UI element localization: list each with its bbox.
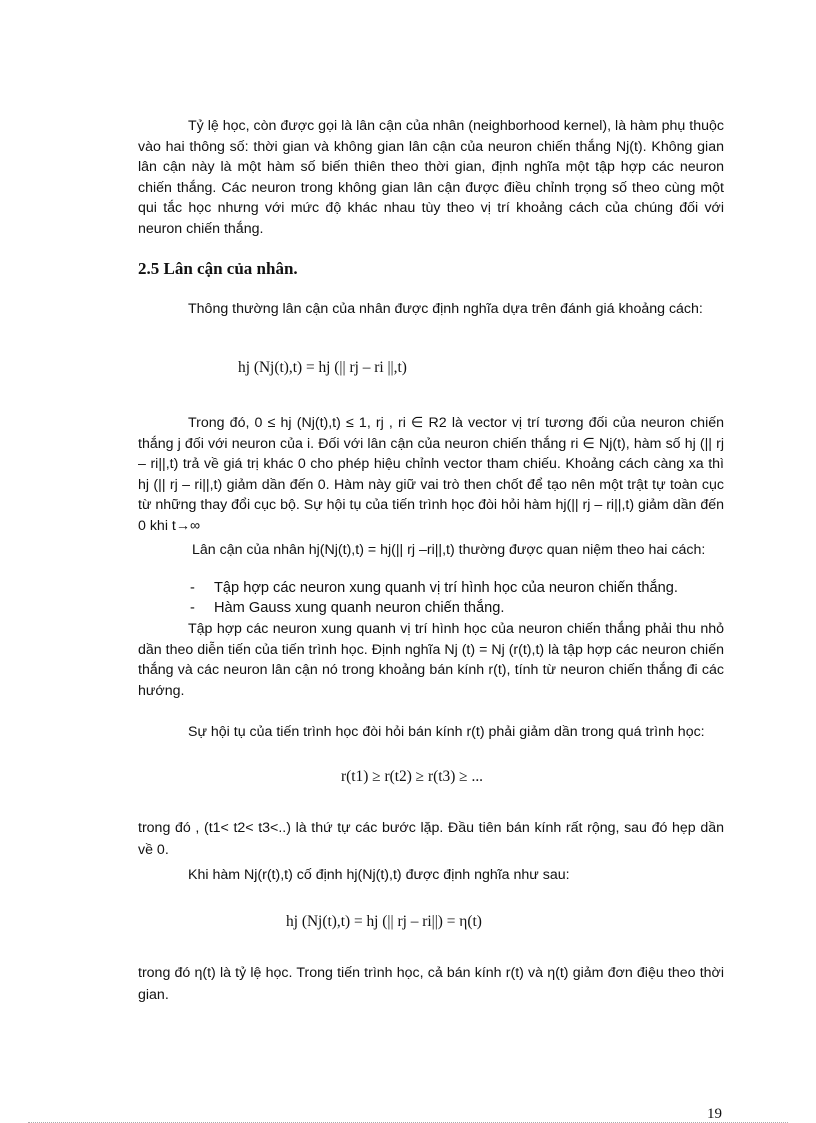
- paragraph-fixed: Khi hàm Nj(r(t),t) cố định hj(Nj(t),t) được định nghĩa như sau:: [188, 867, 570, 883]
- equation-radius: r(t1) ≥ r(t2) ≥ r(t3) ≥ ...: [341, 768, 484, 785]
- paragraph-where: Trong đó, 0 ≤ hj (Nj(t),t) ≤ 1, rj , ri ∈ R2 là vector vị trí tương đối của neuron chiến thắng j đối với neuron của i. Đối với lân cận của neuron chiến thắng ri ∈ Nj(t), hàm số hj (|| rj – ri||,t) trả về giá trị khác 0 cho phép hiệu chỉnh vector tham chiếu. Khoảng cách càng xa thì hj (|| rj – ri||,t) giảm dần đến 0. Hàm này giữ vai trò then chốt để tạo nên một trật tự toàn cục từ những thay đổi cục bộ. Sự hội tụ của tiến trình học đòi hỏi hàm hj(|| rj – ri||,t) giảm dần đến 0 khi t→∞: [138, 415, 724, 534]
- paragraph-two-ways: Lân cận của nhân hj(Nj(t),t) = hj(|| rj –ri||,t) thường được quan niệm theo hai cách:: [192, 542, 706, 558]
- equation-neighborhood: hj (Nj(t),t) = hj (|| rj – ri ||,t): [238, 359, 407, 376]
- list-item: - Tập hợp các neuron xung quanh vị trí hình học của neuron chiến thắng.: [190, 580, 678, 596]
- list-item-text: Hàm Gauss xung quanh neuron chiến thắng.: [214, 600, 505, 616]
- paragraph-learning-rate: Tỷ lệ học, còn được gọi là lân cận của nhân (neighborhood kernel), là hàm phụ thuộc vào hai thông số: thời gian và không gian lân cận của neuron chiến thắng Nj(t). Không gian lân cận này là một hàm số biến thiên theo thời gian, định nghĩa một tập hợp các neuron chiến thắng. Các neuron trong không gian lân cận được điều chỉnh trọng số theo cùng một qui tắc học nhưng với mức độ khác nhau tùy theo vị trí khoảng cách của chúng đối với neuron chiến thắng.: [138, 118, 724, 237]
- paragraph-iteration: trong đó , (t1< t2< t3<..) là thứ tự các bước lặp. Đầu tiên bán kính rất rộng, sau đó hẹp dần về 0.: [138, 820, 724, 858]
- section-heading: 2.5 Lân cận của nhân.: [138, 259, 298, 278]
- paragraph-convergence: Sự hội tụ của tiến trình học đòi hỏi bán kính r(t) phải giảm dần trong quá trình học:: [188, 724, 705, 740]
- paragraph-shrink: Tập hợp các neuron xung quanh vị trí hình học của neuron chiến thắng phải thu nhỏ dần theo diễn tiến của tiến trình học. Định nghĩa Nj (t) = Nj (r(t),t) là tập hợp các neuron chiến thắng và các neuron lân cận nó trong khoảng bán kính r(t), tính từ neuron chiến thắng đi các hướng.: [138, 621, 724, 699]
- list-item: - Hàm Gauss xung quanh neuron chiến thắng.: [190, 600, 505, 616]
- page-number: 19: [707, 1106, 722, 1122]
- list-item-text: Tập hợp các neuron xung quanh vị trí hình học của neuron chiến thắng.: [214, 580, 678, 596]
- equation-learning-rate: hj (Nj(t),t) = hj (|| rj – ri||) = η(t): [286, 913, 482, 930]
- paragraph-definition-intro: Thông thường lân cận của nhân được định nghĩa dựa trên đánh giá khoảng cách:: [188, 301, 703, 317]
- paragraph-eta: trong đó η(t) là tỷ lệ học. Trong tiến trình học, cả bán kính r(t) và η(t) giảm đơn điệu theo thời gian.: [138, 965, 724, 1003]
